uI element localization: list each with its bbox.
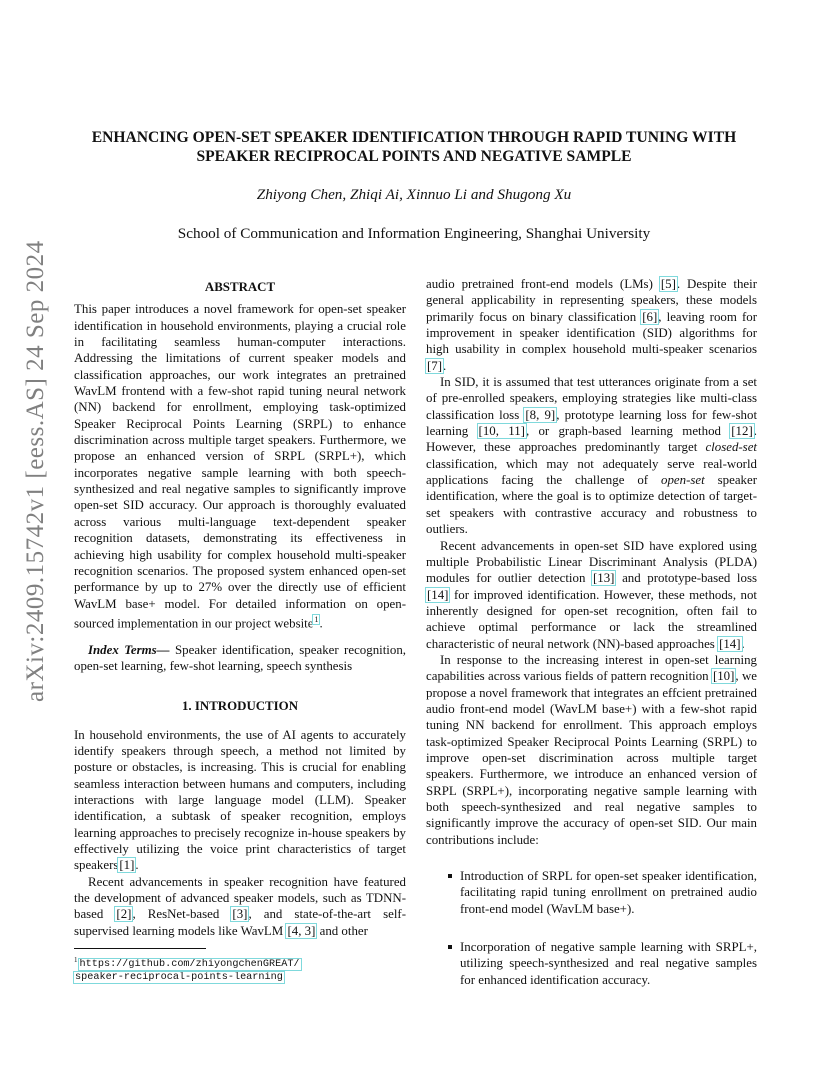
citation-link[interactable]: [14] (719, 636, 741, 651)
right-paragraph-4: In response to the increasing interest in open-set learning capabilities across various fields of pattern recognition [10], we propose a novel framework that integrates an effcient pretrained audio front-end model (WavLM base+) with a few-shot rapid tuning NN backend for enrollment. This approach employs task-optimized Speaker Reciprocal Points Learning (SRPL) to improve open-set discrimination across multiple target speakers. Furthermore, we introduce an enhanced version of SRPL (SRPL+), incorporating negative sample learning with both speech-synthesized and real negative samples to significantly improve the accuracy of open-set SID. Our main contributions include: (426, 652, 757, 847)
citation-link[interactable]: [8, 9] (525, 407, 556, 422)
index-terms-label: Index Terms— (88, 642, 170, 657)
citation-link[interactable]: [5] (660, 277, 676, 291)
index-terms: Index Terms— Speaker identification, speaker recognition, open-set learning, few-shot learning, speech synthesis (74, 642, 406, 673)
right-paragraph-1: audio pretrained front-end models (LMs) [5]. Despite their general applicability in representing speakers, these models primarily focus on binary classification [6], leaving room for improvement in speaker identification (SID) algorithms for high usability in complex household multi-speaker scenarios [7]. (426, 277, 757, 373)
intro-paragraph-1: In household environments, the use of AI agents to accurately identify speakers through speech, a method not limited by posture or obstacles, is increasing. This is crucial for enabling seamless interaction between humans and computers, including interactions with large language model (LLM). Speaker identification, a subtask of speaker recognition, employs learning approaches to precisely recognize in-house speakers by effectively utilizing the voice print characteristics of target speakers[1]. (74, 727, 406, 873)
citation-link[interactable]: [7] (427, 358, 443, 373)
citation-link[interactable]: [1] (119, 858, 135, 873)
citation-link[interactable]: [4, 3] (287, 923, 316, 938)
left-column (74, 279, 406, 939)
citation-link[interactable]: [14] (427, 587, 449, 602)
right-column (426, 276, 757, 1010)
footnote-mark: 1 (74, 956, 78, 964)
citation-link[interactable]: [12] (731, 424, 753, 439)
bullet-icon (448, 945, 452, 949)
footnote-divider (74, 948, 206, 949)
contributions-list (426, 868, 757, 988)
arxiv-identifier: arXiv:2409.15742v1 [eess.AS] 24 Sep 2024 (22, 240, 49, 702)
right-paragraph-2: In SID, it is assumed that test utterances originate from a set of pre-enrolled speakers, employing strategies like multi-class classification loss [8, 9], prototype learning loss for few-shot learning [10, 11], or graph-based learning method [12]. However, these approaches predominantly target closed-set classification, which may not adequately serve real-world applications facing the challenge of open-set speaker identification, where the goal is to optimize detection of target-set speakers with contrastive accuracy and robustness to outliers. (426, 375, 758, 537)
introduction-heading: 1. INTRODUCTION (181, 699, 299, 714)
title-line-1: ENHANCING OPEN-SET SPEAKER IDENTIFICATION THROUGH RAPID TUNING WITH (91, 129, 737, 146)
italic-term: open-set (661, 473, 705, 488)
bullet-icon (448, 874, 452, 878)
italic-term: closed-set (705, 440, 757, 455)
abstract-paragraph: This paper introduces a novel framework for open-set speaker identification in household environments, playing a crucial role in facilitating seamless human-computer interactions. Addressing the limitations of current speaker models and classification approaches, our work integrates an pretrained WavLM frontend with a few-shot rapid tuning neural network (NN) backend for enrollment, employing task-optimized Speaker Reciprocal Points Learning (SRPL) to enhance discrimination across multiple target speakers. Furthermore, we propose an enhanced version of SRPL (SRPL+), which incorporates negative sample learning with both speech-synthesized and real negative samples to significantly improve open-set SID accuracy. Our approach is thoroughly evaluated across various multi-language text-dependent speaker recognition datasets, demonstrating its effectiveness in achieving high usability for complex household multi-speaker recognition scenarios. The proposed system enhanced open-set performance by up to 27% over the directly use of efficient WavLM base+ model. For detailed information on open-sourced implementation in our project website$^1$. (74, 302, 406, 631)
paper-title (60, 128, 768, 166)
right-paragraph-3: Recent advancements in open-set SID have explored using multiple Probabilistic Linear Discriminant Analysis (PLDA) modules for outlier detection [13] and prototype-based loss [14] for improved identification. However, these methods, not inherently designed for open-set recognition, often fail to achieve optimal performance or lack the streamlined characteristic of neural network (NN)-based approaches [14]. (426, 538, 757, 651)
citation-link[interactable]: [10] (712, 669, 735, 684)
footnote (74, 954, 406, 984)
list-item: Incorporation of negative sample learning with SRPL+, utilizing speech-synthesized and real negative samples for enhanced identification accuracy. (426, 939, 757, 988)
intro-paragraph-2: Recent advancements in speaker recognition have featured the development of advanced speaker models, such as TDNN-based [2], ResNet-based [3], and state-of-the-art self-supervised learning models like WavLM [4, 3] and other (74, 874, 406, 938)
citation-link[interactable]: [10, 11] (478, 424, 525, 439)
citation-link[interactable]: [3] (232, 907, 248, 922)
list-item: Introduction of SRPL for open-set speaker identification, facilitating rapid tuning enrollment on pretrained audio front-end model (WavLM base+). (426, 868, 757, 917)
title-line-2: SPEAKER RECIPROCAL POINTS AND NEGATIVE SAMPLE (196, 148, 632, 165)
footnote-url-line-2[interactable]: speaker-reciprocal-points-learning (75, 972, 283, 984)
author-list: Zhiyong Chen, Zhiqi Ai, Xinnuo Li and Shugong Xu (256, 186, 572, 203)
citation-link[interactable]: [2] (116, 907, 132, 922)
affiliation: School of Communication and Information Engineering, Shanghai University (177, 225, 651, 242)
abstract-heading: ABSTRACT (204, 280, 276, 294)
footnote-ref-link[interactable]: 1 (314, 614, 319, 624)
footnote-url-line-1[interactable]: https://github.com/zhiyongchenGREAT/ (79, 959, 300, 971)
citation-link[interactable]: [6] (642, 309, 658, 324)
citation-link[interactable]: [13] (593, 571, 615, 586)
